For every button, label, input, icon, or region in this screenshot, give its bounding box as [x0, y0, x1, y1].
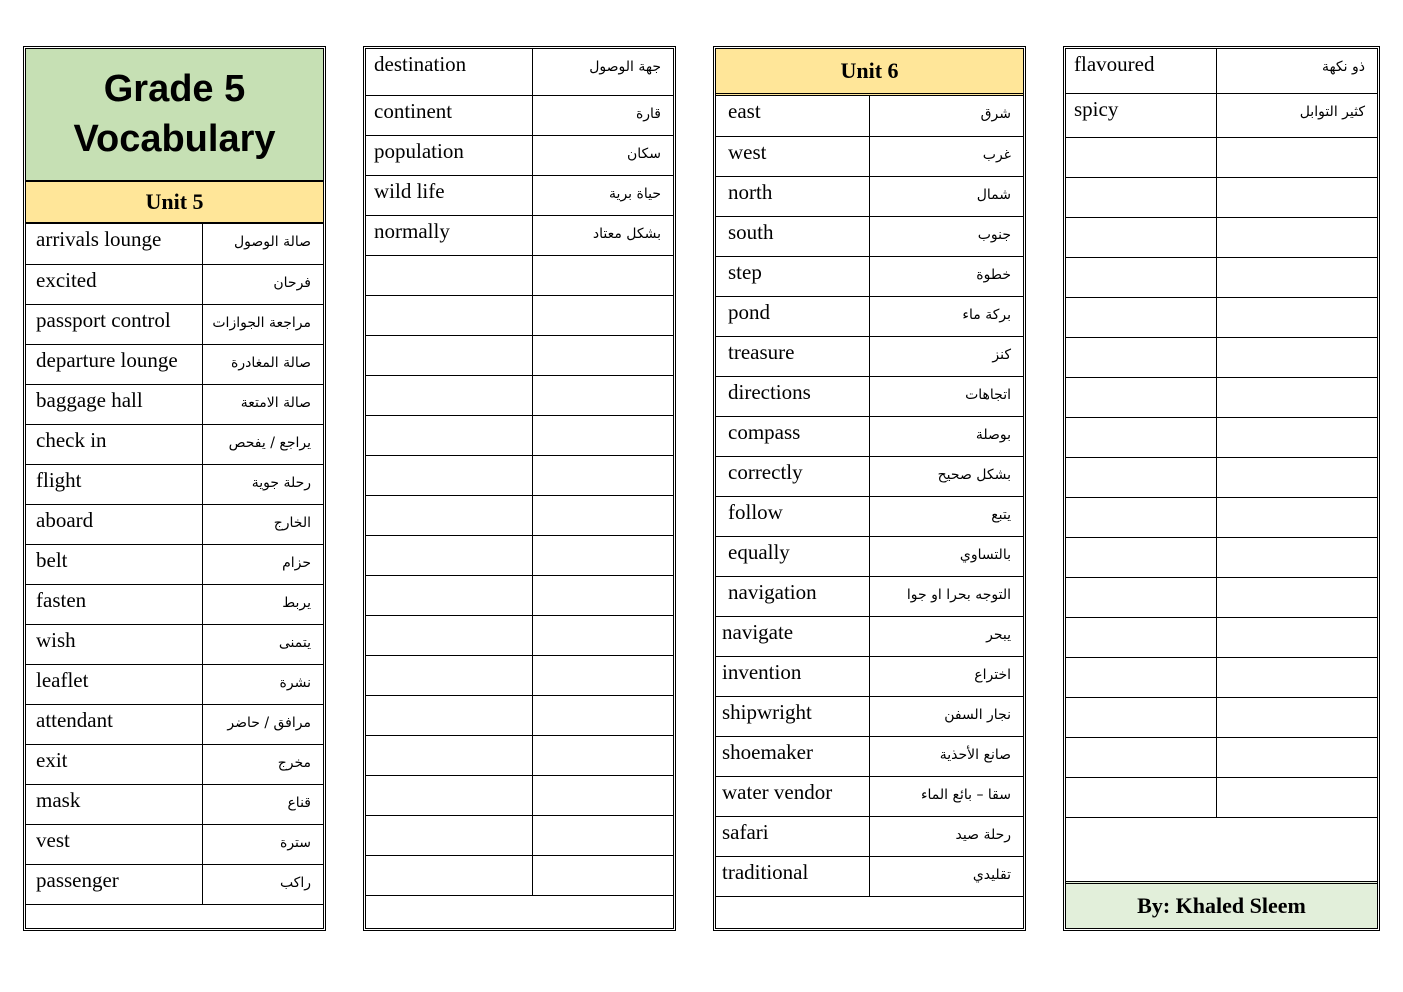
- vocab-row: [26, 824, 323, 864]
- author-footer: By: Khaled Sleem: [1066, 881, 1377, 928]
- vocab-row: [716, 736, 1023, 776]
- arabic-translation: راكب: [202, 864, 323, 904]
- arabic-translation: [532, 495, 673, 535]
- vocab-row: [26, 384, 323, 424]
- arabic-translation: اتجاهات: [869, 376, 1023, 416]
- arabic-translation: [532, 695, 673, 735]
- vocab-row: [716, 256, 1023, 296]
- english-word: check in: [26, 424, 202, 464]
- english-word: correctly: [716, 456, 869, 496]
- english-word: [366, 855, 532, 895]
- english-word: destination: [366, 49, 532, 95]
- arabic-translation: [532, 655, 673, 695]
- english-word: vest: [26, 824, 202, 864]
- vocab-row: [26, 224, 323, 264]
- vocab-row: [716, 216, 1023, 256]
- vocab-row: [366, 615, 673, 655]
- vocab-row: [716, 576, 1023, 616]
- vocab-row: [366, 735, 673, 775]
- arabic-translation: اختراع: [869, 656, 1023, 696]
- english-word: safari: [716, 816, 869, 856]
- vocab-row: [26, 784, 323, 824]
- english-word: navigate: [716, 616, 869, 656]
- english-word: treasure: [716, 336, 869, 376]
- arabic-translation: [1216, 417, 1377, 457]
- english-word: [366, 655, 532, 695]
- english-word: [1066, 257, 1216, 297]
- english-word: directions: [716, 376, 869, 416]
- vocab-row: [366, 575, 673, 615]
- vocab-row: [366, 135, 673, 175]
- title-vocabulary: Vocabulary: [73, 117, 276, 160]
- english-word: arrivals lounge: [26, 224, 202, 264]
- english-word: normally: [366, 215, 532, 255]
- vocab-row: [1066, 93, 1377, 137]
- english-word: wish: [26, 624, 202, 664]
- english-word: [1066, 497, 1216, 537]
- vocab-row: [1066, 377, 1377, 417]
- arabic-translation: جنوب: [869, 216, 1023, 256]
- english-word: leaflet: [26, 664, 202, 704]
- english-word: compass: [716, 416, 869, 456]
- vocab-row: [1066, 297, 1377, 337]
- english-word: [1066, 577, 1216, 617]
- arabic-translation: يتبع: [869, 496, 1023, 536]
- vocab-row: [26, 744, 323, 784]
- vocab-row: [26, 664, 323, 704]
- vocab-row: [1066, 137, 1377, 177]
- vocab-row: [1066, 417, 1377, 457]
- english-word: [366, 535, 532, 575]
- arabic-translation: مرافق / حاضر: [202, 704, 323, 744]
- english-word: [1066, 617, 1216, 657]
- vocab-row: [366, 535, 673, 575]
- english-word: [366, 415, 532, 455]
- vocab-row: [26, 864, 323, 904]
- vocab-row: [1066, 577, 1377, 617]
- vocab-row: [26, 544, 323, 584]
- vocab-row: [1066, 337, 1377, 377]
- vocab-row: [1066, 657, 1377, 697]
- vocab-row: [366, 175, 673, 215]
- english-word: north: [716, 176, 869, 216]
- vocab-row: [716, 456, 1023, 496]
- english-word: shoemaker: [716, 736, 869, 776]
- vocab-column-1: [23, 46, 326, 931]
- english-word: [1066, 137, 1216, 177]
- arabic-translation: سكان: [532, 135, 673, 175]
- arabic-translation: يبحر: [869, 616, 1023, 656]
- arabic-translation: بالتساوي: [869, 536, 1023, 576]
- arabic-translation: [532, 255, 673, 295]
- arabic-translation: جهة الوصول: [532, 49, 673, 95]
- english-word: [366, 695, 532, 735]
- arabic-translation: ذو نكهة: [1216, 49, 1377, 93]
- arabic-translation: حزام: [202, 544, 323, 584]
- arabic-translation: كثير التوابل: [1216, 93, 1377, 137]
- vocab-row: [26, 624, 323, 664]
- english-word: step: [716, 256, 869, 296]
- vocab-row: [26, 704, 323, 744]
- arabic-translation: [532, 535, 673, 575]
- vocab-row: [716, 856, 1023, 896]
- vocab-row: [716, 536, 1023, 576]
- english-word: [1066, 177, 1216, 217]
- vocab-row: [366, 815, 673, 855]
- arabic-translation: شرق: [869, 96, 1023, 136]
- arabic-translation: [532, 415, 673, 455]
- arabic-translation: [532, 575, 673, 615]
- arabic-translation: صالة الامتعة: [202, 384, 323, 424]
- arabic-translation: تقليدي: [869, 856, 1023, 896]
- english-word: mask: [26, 784, 202, 824]
- arabic-translation: صانع الأحذية: [869, 736, 1023, 776]
- title-grade: Grade 5: [103, 68, 246, 111]
- title-block: [26, 49, 323, 182]
- english-word: west: [716, 136, 869, 176]
- vocab-row: [26, 344, 323, 384]
- english-word: [1066, 417, 1216, 457]
- arabic-translation: [1216, 297, 1377, 337]
- english-word: [366, 615, 532, 655]
- arabic-translation: مراجعة الجوازات: [202, 304, 323, 344]
- vocab-row: [366, 295, 673, 335]
- vocab-row: [1066, 457, 1377, 497]
- arabic-translation: [532, 295, 673, 335]
- arabic-translation: [1216, 257, 1377, 297]
- vocab-row: [1066, 257, 1377, 297]
- arabic-translation: [1216, 497, 1377, 537]
- english-word: south: [716, 216, 869, 256]
- vocab-row: [1066, 697, 1377, 737]
- arabic-translation: [1216, 457, 1377, 497]
- arabic-translation: [532, 615, 673, 655]
- english-word: shipwright: [716, 696, 869, 736]
- vocab-row: [1066, 49, 1377, 93]
- arabic-translation: رحلة صيد: [869, 816, 1023, 856]
- english-word: follow: [716, 496, 869, 536]
- unit5-heading: Unit 5: [26, 182, 323, 224]
- arabic-translation: [1216, 577, 1377, 617]
- arabic-translation: صالة المغادرة: [202, 344, 323, 384]
- arabic-translation: مخرج: [202, 744, 323, 784]
- arabic-translation: سترة: [202, 824, 323, 864]
- english-word: equally: [716, 536, 869, 576]
- english-word: [1066, 777, 1216, 817]
- unit6-heading: Unit 6: [716, 49, 1023, 96]
- english-word: [366, 295, 532, 335]
- arabic-translation: بوصلة: [869, 416, 1023, 456]
- arabic-translation: يتمنى: [202, 624, 323, 664]
- english-word: baggage hall: [26, 384, 202, 424]
- english-word: flight: [26, 464, 202, 504]
- english-word: [1066, 217, 1216, 257]
- vocab-row: [366, 455, 673, 495]
- arabic-translation: نجار السفن: [869, 696, 1023, 736]
- english-word: invention: [716, 656, 869, 696]
- english-word: passport control: [26, 304, 202, 344]
- arabic-translation: بشكل معتاد: [532, 215, 673, 255]
- arabic-translation: قارة: [532, 95, 673, 135]
- vocab-row: [716, 296, 1023, 336]
- english-word: [366, 335, 532, 375]
- arabic-translation: [532, 335, 673, 375]
- vocab-row: [366, 655, 673, 695]
- english-word: exit: [26, 744, 202, 784]
- vocab-column-4: [1063, 46, 1380, 931]
- vocab-row: [26, 424, 323, 464]
- english-word: [1066, 297, 1216, 337]
- vocab-row: [716, 816, 1023, 856]
- arabic-translation: [1216, 737, 1377, 777]
- english-word: [366, 815, 532, 855]
- arabic-translation: [1216, 697, 1377, 737]
- arabic-translation: قناع: [202, 784, 323, 824]
- english-word: departure lounge: [26, 344, 202, 384]
- arabic-translation: [1216, 177, 1377, 217]
- vocab-row: [26, 264, 323, 304]
- vocab-row: [366, 695, 673, 735]
- arabic-translation: شمال: [869, 176, 1023, 216]
- english-word: [366, 775, 532, 815]
- vocab-row: [1066, 777, 1377, 817]
- arabic-translation: [1216, 337, 1377, 377]
- vocab-row: [1066, 217, 1377, 257]
- arabic-translation: حياة برية: [532, 175, 673, 215]
- arabic-translation: صالة الوصول: [202, 224, 323, 264]
- vocab-row: [366, 215, 673, 255]
- english-word: [366, 455, 532, 495]
- english-word: aboard: [26, 504, 202, 544]
- vocab-row: [366, 375, 673, 415]
- english-word: population: [366, 135, 532, 175]
- vocab-column-2: [363, 46, 676, 931]
- vocab-row: [26, 504, 323, 544]
- arabic-translation: كنز: [869, 336, 1023, 376]
- english-word: [366, 735, 532, 775]
- vocab-row: [716, 176, 1023, 216]
- vocab-row: [716, 776, 1023, 816]
- arabic-translation: خطوة: [869, 256, 1023, 296]
- arabic-translation: [532, 735, 673, 775]
- vocab-row: [366, 775, 673, 815]
- arabic-translation: [532, 455, 673, 495]
- unit6-table: [716, 96, 1023, 897]
- arabic-translation: [1216, 617, 1377, 657]
- english-word: navigation: [716, 576, 869, 616]
- arabic-translation: [1216, 657, 1377, 697]
- arabic-translation: [532, 815, 673, 855]
- vocab-row: [366, 255, 673, 295]
- vocab-row: [716, 96, 1023, 136]
- arabic-translation: الخارج: [202, 504, 323, 544]
- arabic-translation: بشكل صحيح: [869, 456, 1023, 496]
- vocab-row: [366, 95, 673, 135]
- english-word: [366, 375, 532, 415]
- english-word: attendant: [26, 704, 202, 744]
- vocab-row: [26, 464, 323, 504]
- vocab-row: [716, 496, 1023, 536]
- arabic-translation: [1216, 137, 1377, 177]
- vocab-row: [366, 495, 673, 535]
- arabic-translation: التوجه بحرا او جوا: [869, 576, 1023, 616]
- vocab-row: [26, 304, 323, 344]
- vocab-row: [716, 696, 1023, 736]
- english-word: [1066, 537, 1216, 577]
- vocab-row: [1066, 617, 1377, 657]
- english-word: passenger: [26, 864, 202, 904]
- arabic-translation: [1216, 217, 1377, 257]
- arabic-translation: رحلة جوية: [202, 464, 323, 504]
- vocab-row: [716, 376, 1023, 416]
- english-word: [366, 575, 532, 615]
- arabic-translation: فرحان: [202, 264, 323, 304]
- english-word: traditional: [716, 856, 869, 896]
- vocab-row: [366, 335, 673, 375]
- vocab-row: [716, 656, 1023, 696]
- arabic-translation: غرب: [869, 136, 1023, 176]
- arabic-translation: [1216, 377, 1377, 417]
- english-word: fasten: [26, 584, 202, 624]
- arabic-translation: [532, 375, 673, 415]
- arabic-translation: يربط: [202, 584, 323, 624]
- unit6-continued-table: [1066, 49, 1377, 818]
- unit5-continued-table: [366, 49, 673, 896]
- english-word: wild life: [366, 175, 532, 215]
- english-word: [366, 495, 532, 535]
- vocab-row: [366, 49, 673, 95]
- english-word: pond: [716, 296, 869, 336]
- vocab-row: [716, 416, 1023, 456]
- arabic-translation: [1216, 537, 1377, 577]
- unit5-table: [26, 224, 323, 905]
- vocab-row: [1066, 737, 1377, 777]
- english-word: [366, 255, 532, 295]
- english-word: [1066, 737, 1216, 777]
- vocab-row: [716, 136, 1023, 176]
- english-word: [1066, 337, 1216, 377]
- arabic-translation: [1216, 777, 1377, 817]
- english-word: excited: [26, 264, 202, 304]
- vocab-row: [1066, 497, 1377, 537]
- arabic-translation: [532, 775, 673, 815]
- english-word: [1066, 457, 1216, 497]
- vocab-row: [716, 336, 1023, 376]
- arabic-translation: سقا – بائع الماء: [869, 776, 1023, 816]
- english-word: water vendor: [716, 776, 869, 816]
- english-word: spicy: [1066, 93, 1216, 137]
- english-word: [1066, 377, 1216, 417]
- english-word: flavoured: [1066, 49, 1216, 93]
- vocab-row: [366, 415, 673, 455]
- english-word: [1066, 697, 1216, 737]
- vocab-row: [716, 616, 1023, 656]
- english-word: continent: [366, 95, 532, 135]
- arabic-translation: بركة ماء: [869, 296, 1023, 336]
- vocab-row: [26, 584, 323, 624]
- arabic-translation: نشرة: [202, 664, 323, 704]
- vocab-column-3: [713, 46, 1026, 931]
- english-word: belt: [26, 544, 202, 584]
- vocab-row: [1066, 537, 1377, 577]
- vocab-row: [1066, 177, 1377, 217]
- arabic-translation: [532, 855, 673, 895]
- vocab-row: [366, 855, 673, 895]
- arabic-translation: يراجع / يفحص: [202, 424, 323, 464]
- english-word: [1066, 657, 1216, 697]
- english-word: east: [716, 96, 869, 136]
